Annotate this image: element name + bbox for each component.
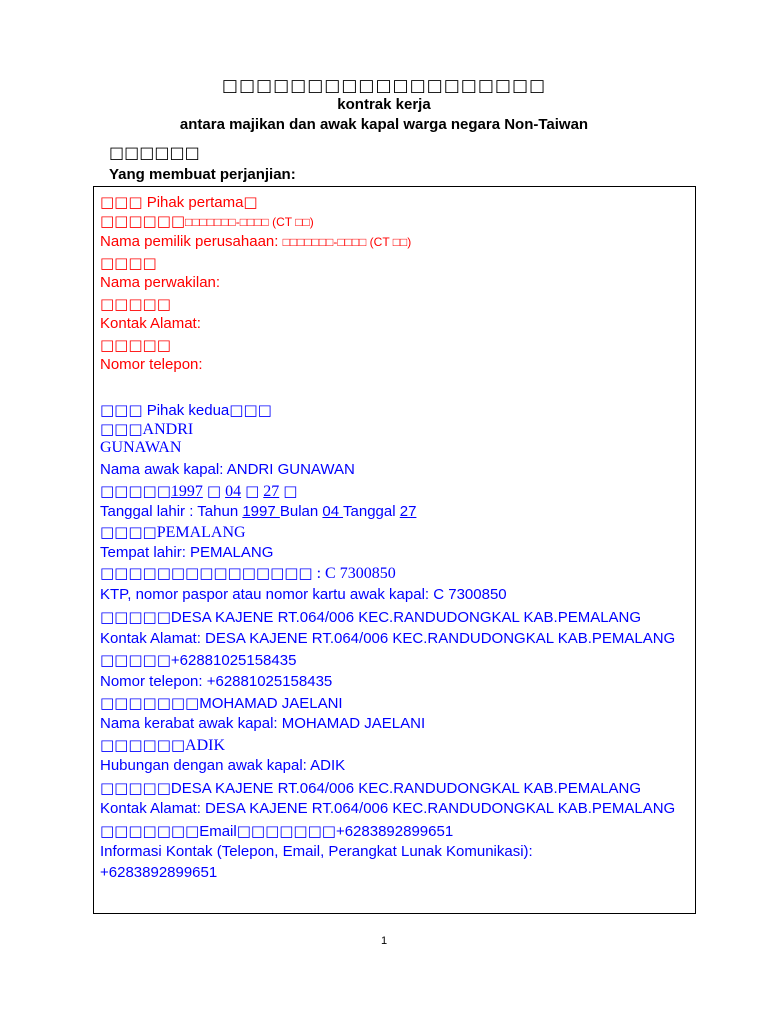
crew-address-chinese: □□□□□DESA KAJENE RT.064/006 KEC.RANDUDONGKAL KAB.PEMALANG	[100, 608, 642, 626]
owner-name-indonesian: Nama pemilik perusahaan: □□□□□□□-□□□□ (CT □□)	[100, 233, 412, 250]
title-chinese: □□□□□□□□□□□□□□□□□□□	[221, 76, 547, 96]
contact-info-indonesian: Informasi Kontak (Telepon, Email, Perangkat Lunak Komunikasi):	[100, 843, 533, 860]
birth-place-indonesian: Tempat lahir: PEMALANG	[100, 544, 274, 561]
first-party-heading: □□□ Pihak pertama□	[100, 193, 258, 211]
crew-name-chinese: □□□ANDRI	[100, 420, 194, 438]
representative-label-chinese: □□□□	[100, 254, 157, 272]
owner-name-chinese: □□□□□□□□□□□□□-□□□□ (CT □□)	[100, 212, 314, 230]
subtitle-indonesian: antara majikan dan awak kapal warga negara Non-Taiwan	[179, 116, 589, 133]
passport-indonesian: KTP, nomor paspor atau nomor kartu awak kapal: C 7300850	[100, 586, 507, 603]
birth-date-chinese: □□□□□1997 □ 04 □ 27 □	[100, 482, 298, 500]
contact-info-chinese: □□□□□□□Email□□□□□□□+6283892899651	[100, 822, 454, 840]
kin-name-chinese: □□□□□□□MOHAMAD JAELANI	[100, 694, 343, 712]
kin-name-indonesian: Nama kerabat awak kapal: MOHAMAD JAELANI	[100, 715, 426, 732]
address-label-indonesian: Kontak Alamat:	[100, 315, 201, 332]
page-number: 1	[380, 935, 388, 947]
crew-address-indonesian: Kontak Alamat: DESA KAJENE RT.064/006 KEC.RANDUDONGKAL KAB.PEMALANG	[100, 630, 676, 647]
second-party-heading: □□□ Pihak kedua□□□	[100, 401, 272, 419]
parties-heading-chinese: □□□□□□	[109, 143, 200, 162]
kin-address-indonesian: Kontak Alamat: DESA KAJENE RT.064/006 KEC.RANDUDONGKAL KAB.PEMALANG	[100, 800, 676, 817]
parties-heading-indonesian: Yang membuat perjanjian:	[109, 166, 296, 183]
title-indonesian: kontrak kerja	[337, 96, 431, 113]
crew-name-continuation: GUNAWAN	[100, 439, 182, 456]
relationship-indonesian: Hubungan dengan awak kapal: ADIK	[100, 757, 346, 774]
contact-info-value: +6283892899651	[100, 864, 218, 881]
phone-label-chinese: □□□□□	[100, 336, 171, 354]
birth-place-chinese: □□□□PEMALANG	[100, 523, 246, 541]
crew-name-indonesian: Nama awak kapal: ANDRI GUNAWAN	[100, 461, 355, 478]
phone-label-indonesian: Nomor telepon:	[100, 356, 203, 373]
relationship-chinese: □□□□□□ADIK	[100, 736, 226, 754]
passport-chinese: □□□□□□□□□□□□□□□ : C 7300850	[100, 564, 396, 582]
crew-phone-indonesian: Nomor telepon: +62881025158435	[100, 673, 333, 690]
representative-label-indonesian: Nama perwakilan:	[100, 274, 221, 291]
address-label-chinese: □□□□□	[100, 295, 171, 313]
crew-phone-chinese: □□□□□+62881025158435	[100, 651, 297, 669]
kin-address-chinese: □□□□□DESA KAJENE RT.064/006 KEC.RANDUDONGKAL KAB.PEMALANG	[100, 779, 642, 797]
birth-date-indonesian: Tanggal lahir : Tahun 1997 Bulan 04 Tanggal 27	[100, 503, 417, 520]
